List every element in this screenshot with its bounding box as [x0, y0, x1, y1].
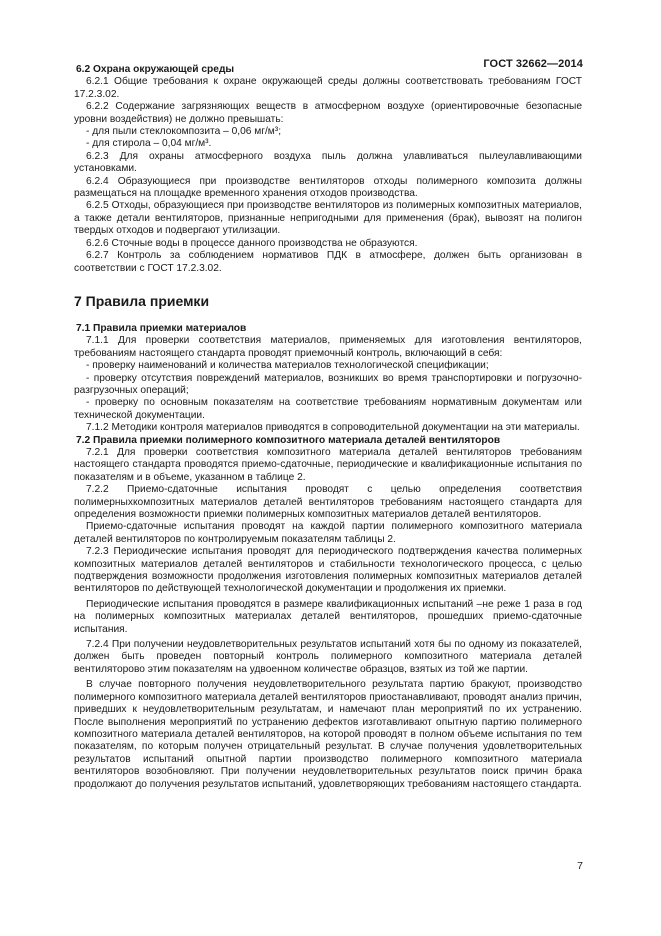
paragraph-6-2-1: 6.2.1 Общие требования к охране окружающей среды должны соответствовать требованиям ГОСТ 17.2.3.02.: [74, 76, 582, 100]
document-body: [74, 64, 582, 791]
page-number: 7: [577, 860, 583, 872]
list-item-names-check: - проверку наименований и количества материалов технологической спецификации;: [86, 360, 489, 372]
standard-number: ГОСТ 32662—2014: [483, 58, 583, 70]
paragraph-6-2-3: 6.2.3 Для охраны атмосферного воздуха пыль должна улавливаться пылеулавливающими установками.: [74, 150, 582, 175]
section-6-2-title: 6.2 Охрана окружающей среды: [76, 64, 235, 75]
list-item-damage-check: - проверку отсутствия повреждений материалов, возникших во время транспортировки и погрузочно-разгрузочных операций;: [74, 372, 582, 396]
paragraph-7-2-2-continued: Приемо-сдаточные испытания проводят на каждой партии полимерного композитного материала деталей вентиляторов по контролируемым показателям таблицы 2.: [74, 521, 582, 545]
list-item-styrene: - для стирола – 0,04 мг/м³.: [86, 138, 212, 150]
paragraph-6-2-5: 6.2.5 Отходы, образующиеся при производстве вентиляторов из полимерных композитных материалов, а также детали вентиляторов, признанные непригодными для применения (брак), вывозят на полигон твердых отходов и подвергают утилизации.: [74, 200, 582, 237]
paragraph-7-1-2: 7.1.2 Методики контроля материалов приводятся в сопроводительной документации на эти материалы.: [86, 422, 580, 434]
paragraph-7-2-4-continued: В случае повторного получения неудовлетворительного результата партию бракуют, производство полимерного композитного материала деталей вентиляторов приостанавливают, проводят анализ причин, приведших к неудовлетворительным результатам, и намечают план мероприятий по их устранению. После выполнения мероприятий по устранению дефектов изготавливают опытную партию полимерного композитного материала деталей вентиляторов, на которой проводят в полном объеме испытания по тем показателям, по которым получен отрицательный результат. В случае получения удовлетворительных результатов испытаний опытной партии производство полимерного композитного материала вентиляторов возобновляют. При получении неудовлетворительных результатов поиск причин брака продолжают до получения результатов испытаний, удовлетворяющих требованиям настоящего стандарта.: [74, 679, 582, 790]
paragraph-7-1-1: 7.1.1 Для проверки соответствия материалов, применяемых для изготовления вентиляторов, требованиям настоящего стандарта проводят приемочный контроль, включающий в себя:: [74, 335, 582, 359]
list-item-indicators-check: - проверку по основным показателям на соответствие требованиям нормативным документам или технической документации.: [74, 397, 582, 421]
paragraph-7-2-1: 7.2.1 Для проверки соответствия композитного материала деталей вентиляторов требованиям настоящего стандарта проводятся приемо-сдаточные, периодические и квалификационные испытания по показателям и в объеме, указанном в таблице 2.: [74, 446, 582, 483]
paragraph-6-2-2: 6.2.2 Содержание загрязняющих веществ в атмосферном воздухе (ориентировочные безопасные уровни воздействия) не должно превышать:: [74, 101, 582, 125]
paragraph-7-2-3-continued: Периодические испытания проводятся в размере квалификационных испытаний –не реже 1 раза в год на полимерных композитных материалах деталей вентиляторов, прошедших приемо-сдаточные испытания.: [74, 598, 582, 635]
paragraph-7-2-3: 7.2.3 Периодические испытания проводят для периодического подтверждения качества полимерных композитных материалов деталей вентиляторов и стабильности технологического процесса, с целью подтверждения возможности продолжения изготовления полимерных композитных материалов деталей вентиляторов по действующей технологической документации и продолжения их приемки.: [74, 546, 582, 595]
section-7-1-title: 7.1 Правила приемки материалов: [76, 322, 247, 334]
paragraph-7-2-4: 7.2.4 При получении неудовлетворительных результатов испытаний хотя бы по одному из показателей, должен быть проведен повторный контроль полимерного композитного материала деталей вентиляторово этим показателям на удвоенном количестве образцов, взятых из той же партии.: [74, 639, 582, 675]
list-item-dust: - для пыли стеклокомпозита – 0,06 мг/м³;: [86, 126, 282, 138]
paragraph-7-2-2: 7.2.2 Приемо-сдаточные испытания проводят с целью определения соответствия полимерныхкомпозитных материалов деталей вентиляторов требованиям настоящего стандарта для определения возможности приемки полимерных композитных материалов деталей вентиляторов.: [74, 484, 582, 520]
section-7-title: 7 Правила приемки: [74, 292, 210, 309]
section-7-2-title: 7.2 Правила приемки полимерного композитного материала деталей вентиляторов: [76, 434, 501, 446]
paragraph-6-2-6: 6.2.6 Сточные воды в процессе данного производства не образуются.: [86, 237, 418, 249]
paragraph-6-2-7: 6.2.7 Контроль за соблюдением нормативов ПДК в атмосфере, должен быть организован в соответствии с ГОСТ 17.2.3.02.: [74, 250, 582, 274]
paragraph-6-2-4: 6.2.4 Образующиеся при производстве вентиляторов отходы полимерного композита должны размещаться на площадке временного хранения отходов производства.: [74, 175, 582, 200]
